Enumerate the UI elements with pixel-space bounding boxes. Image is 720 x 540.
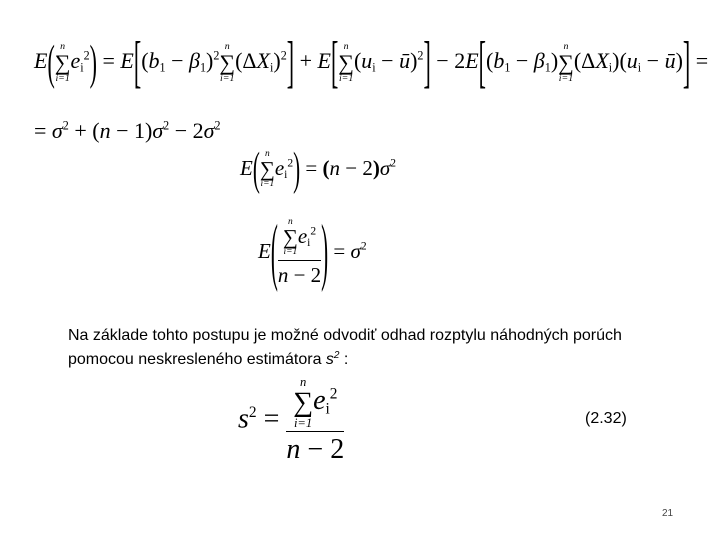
equation-expected-sum-result: E( n ∑ i=1 $e_i^2) = (n - 2)\sigma^2$	[240, 142, 396, 196]
paragraph-tail: :	[339, 351, 349, 368]
paragraph-symbol: s	[325, 351, 334, 368]
equation-unbiased-expectation: E( n ∑ i=1 $e_i^2$ n − 2 ) = $\sigma^2$	[258, 207, 367, 295]
equation-expected-sum-residuals-expansion: E( n ∑ i=1 $e_i^2) = E[(b_1 - \beta_1)^2$ n ∑ i=1 $(\Delta X_i)^2] + E$[ n ∑ i=1 ($u_i$ − ū)$^2$] − $2E[(b_1 - \beta_1)$ n ∑ i=1 $(\Delta X_i)(u_i$ − ū)] =	[34, 29, 709, 95]
equation-number: (2.32)	[585, 410, 627, 427]
equation-simplified-variance: = $\sigma^2 + (n - 1)\sigma^2 - 2\sigma^2$	[34, 118, 221, 143]
page-number: 21	[662, 508, 674, 519]
equation-variance-estimator: $s^2$ = n ∑ i=1 $e_i^2$ n − 2	[238, 375, 345, 466]
paragraph-text: Na základe tohto postupu je možné odvodiť odhad rozptylu náhodných porúch pomocou neskresleného estimátora	[68, 327, 622, 368]
explanation-paragraph	[68, 326, 668, 370]
paragraph-symbol-superscript: 2	[333, 350, 340, 361]
